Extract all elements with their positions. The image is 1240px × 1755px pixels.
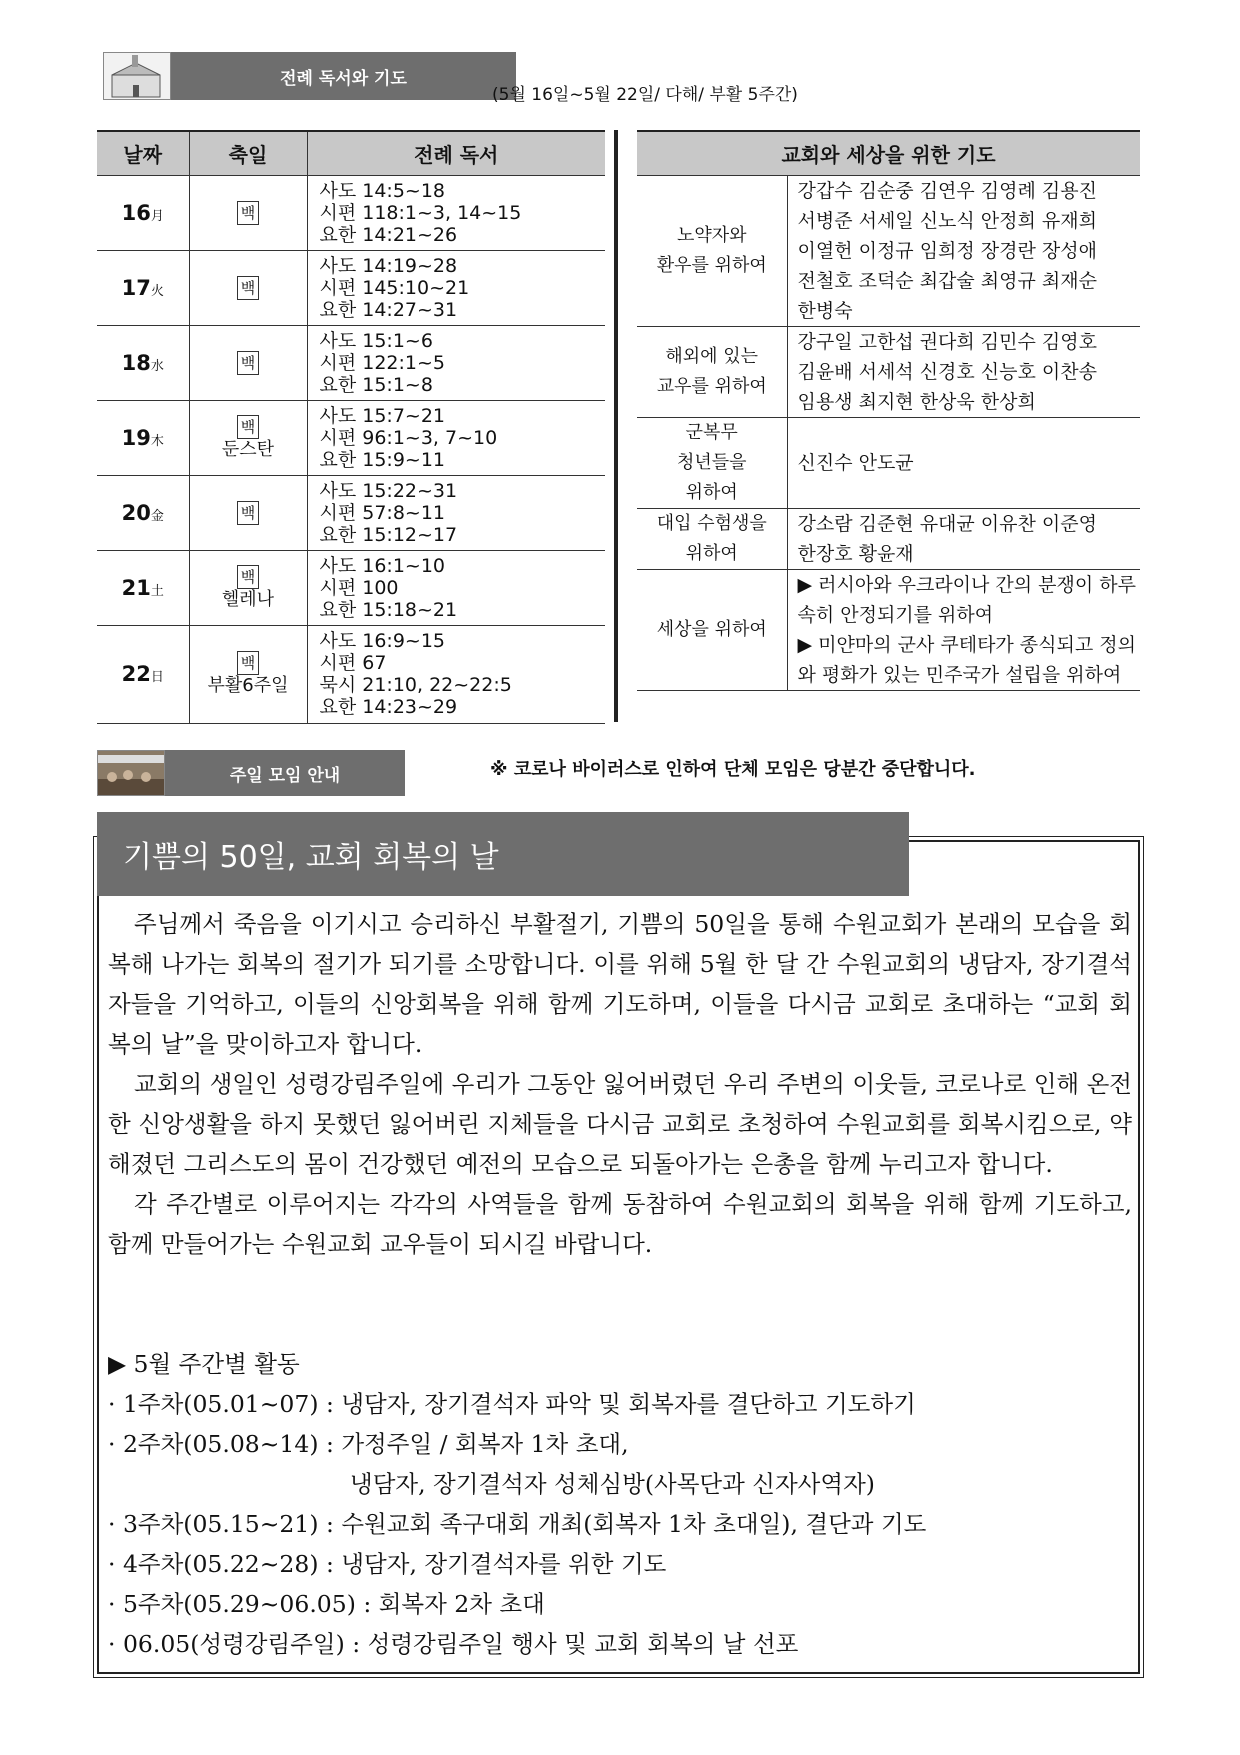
- reading-line: 사도 15:7~21: [319, 404, 446, 427]
- activity-item: 냉담자, 장기결석자 성체심방(사목단과 신자사역자): [350, 1470, 875, 1498]
- section-header-liturgy: [103, 52, 516, 100]
- activity-item: · 06.05(성령강림주일) : 성령강림주일 행사 및 교회 회복의 날 선포: [108, 1630, 799, 1658]
- prayer-row: [637, 326, 1140, 417]
- section-title: 주일 모임 안내: [165, 750, 405, 796]
- reading-line: 요한 14:21~26: [319, 223, 458, 246]
- day-number: 19: [121, 425, 151, 450]
- prayer-label-line: 환우를 위하여: [656, 254, 767, 276]
- readings-cell: [307, 250, 605, 325]
- reading-line: 요한 15:9~11: [319, 448, 446, 471]
- liturgical-color-badge: 백: [237, 201, 259, 225]
- article-title: 기쁨의 50일, 교회 회복의 날: [97, 812, 909, 896]
- prayer-names-line: 한병숙: [797, 299, 853, 322]
- prayer-label-line: 위하여: [685, 542, 738, 564]
- activities-title: ▶ 5월 주간별 활동: [108, 1350, 300, 1378]
- prayer-names-line: 강소람 김준현 유대균 이유찬 이준영: [797, 512, 1097, 535]
- feast-cell: [189, 475, 307, 550]
- section-header-meeting: [97, 750, 405, 796]
- reading-line: 사도 14:19~28: [319, 254, 458, 277]
- activity-item: · 2주차(05.08~14) : 가정주일 / 회복자 1차 초대,: [108, 1430, 629, 1458]
- liturgy-row: [97, 325, 605, 400]
- liturgy-row: [97, 475, 605, 550]
- reading-line: 사도 15:1~6: [319, 329, 433, 352]
- prayer-names-line: 강구일 고한섭 권다희 김민수 김영호: [797, 330, 1097, 353]
- reading-line: 사도 15:22~31: [319, 479, 458, 502]
- prayer-names: [787, 175, 1140, 326]
- activity-item: · 4주차(05.22~28) : 냉담자, 장기결석자를 위한 기도: [108, 1550, 667, 1578]
- prayer-names-line: 신진수 안도균: [797, 451, 914, 474]
- activity-item: · 5주차(05.29~06.05) : 회복자 2차 초대: [108, 1590, 545, 1618]
- prayer-label-line: 대입 수험생을: [656, 512, 767, 534]
- liturgical-color-badge: 백: [237, 351, 259, 375]
- prayer-label: [637, 417, 787, 508]
- feast-cell: [189, 550, 307, 625]
- date-cell: [97, 325, 189, 400]
- feast-name: 헬레나: [221, 588, 275, 610]
- feast-cell: [189, 400, 307, 475]
- weekday: 金: [150, 508, 164, 524]
- prayer-table: [637, 130, 1140, 691]
- prayer-names-line: 임용생 최지현 한상욱 한상희: [797, 390, 1036, 413]
- reading-line: 시편 100: [319, 576, 399, 599]
- day-number: 21: [121, 575, 151, 600]
- reading-line: 요한 15:18~21: [319, 598, 458, 621]
- prayer-names-line: ▶ 러시아와 우크라이나 간의 분쟁이 하루: [797, 573, 1136, 596]
- date-range: (5월 16일~5월 22일/ 다해/ 부활 5주간): [492, 85, 798, 105]
- weekday: 火: [150, 283, 164, 299]
- prayer-label-line: 해외에 있는: [665, 345, 759, 367]
- date-cell: [97, 550, 189, 625]
- prayer-label-line: 세상을 위하여: [656, 618, 767, 640]
- reading-line: 시편 122:1~5: [319, 351, 446, 374]
- feast-cell: [189, 250, 307, 325]
- reading-line: 사도 14:5~18: [319, 179, 446, 202]
- readings-cell: [307, 325, 605, 400]
- feast-cell: [189, 325, 307, 400]
- prayer-label-line: 노약자와: [676, 224, 747, 246]
- feast-name: 부활6주일: [207, 675, 289, 696]
- article-paragraph: 각 주간별로 이루어지는 각각의 사역들을 함께 동참하여 수원교회의 회복을 위해 함께 기도하고, 함께 만들어가는 수원교회 교우들이 되시길 바랍니다.: [108, 1190, 1132, 1258]
- reading-line: 사도 16:1~10: [319, 554, 446, 577]
- prayer-row: [637, 508, 1140, 569]
- date-cell: [97, 475, 189, 550]
- prayer-names-line: 한장호 황윤재: [797, 542, 914, 565]
- article-paragraph: 교회의 생일인 성령강림주일에 우리가 그동안 잃어버렸던 우리 주변의 이웃들, 코로나로 인해 온전한 신앙생활을 하지 못했던 잃어버린 지체들을 다시금 교회로 초청하여 수원교회를 회복시킴으로, 약해졌던 그리스도의 몸이 건강했던 예전의 모습으로 되돌아가는 은총을 함께 누리고자 합니다.: [108, 1070, 1132, 1178]
- liturgy-row: [97, 550, 605, 625]
- reading-line: 시편 67: [319, 652, 387, 674]
- prayer-names: [787, 417, 1140, 508]
- reading-line: 요한 15:1~8: [319, 373, 433, 396]
- activity-item: · 3주차(05.15~21) : 수원교회 족구대회 개최(회복자 1차 초대일), 결단과 기도: [108, 1510, 927, 1538]
- feast-cell: [189, 625, 307, 723]
- liturgical-color-badge: 백: [237, 276, 259, 300]
- section-title: 전례 독서와 기도: [171, 52, 516, 100]
- liturgy-row: [97, 175, 605, 250]
- weekday: 月: [150, 208, 164, 224]
- liturgical-color-badge: 백: [237, 501, 259, 525]
- prayer-row: [637, 417, 1140, 508]
- date-cell: [97, 400, 189, 475]
- readings-cell: [307, 625, 605, 723]
- date-cell: [97, 175, 189, 250]
- header-feast: 축일: [189, 131, 307, 175]
- prayer-label: [637, 508, 787, 569]
- readings-cell: [307, 400, 605, 475]
- prayer-names-line: 와 평화가 있는 민주국가 설립을 위하여: [797, 663, 1122, 686]
- feast-name: 둔스탄: [221, 438, 275, 460]
- reading-line: 시편 118:1~3, 14~15: [319, 201, 522, 224]
- reading-line: 시편 57:8~11: [319, 501, 446, 524]
- liturgy-row: [97, 400, 605, 475]
- prayer-label-line: 교우를 위하여: [656, 375, 767, 397]
- reading-line: 요한 14:23~29: [319, 696, 458, 718]
- day-number: 18: [121, 350, 151, 375]
- church-thumbnail: [103, 52, 171, 100]
- article-body: [108, 904, 1132, 1264]
- reading-line: 요한 15:12~17: [319, 523, 458, 546]
- prayer-label: [637, 569, 787, 690]
- prayer-label-line: 군복무: [685, 421, 738, 443]
- prayer-label: [637, 175, 787, 326]
- covid-notice: ※ 코로나 바이러스로 인하여 단체 모임은 당분간 중단합니다.: [490, 759, 976, 780]
- day-number: 16: [121, 200, 151, 225]
- activities-list: [108, 1344, 1132, 1664]
- prayer-names-line: 강갑수 김순중 김연우 김영례 김용진: [797, 179, 1097, 202]
- prayer-label: [637, 326, 787, 417]
- header-date: 날짜: [97, 131, 189, 175]
- prayer-label-line: 위하여: [685, 481, 738, 503]
- prayer-row: [637, 569, 1140, 690]
- prayer-names-line: ▶ 미얀마의 군사 쿠테타가 종식되고 정의: [797, 633, 1136, 656]
- weekday: 水: [150, 358, 164, 374]
- prayer-names-line: 서병준 서세일 신노식 안정희 유재희: [797, 209, 1097, 232]
- readings-cell: [307, 175, 605, 250]
- header-readings: 전례 독서: [307, 131, 605, 175]
- day-number: 20: [121, 500, 151, 525]
- feast-cell: [189, 175, 307, 250]
- liturgy-row: [97, 625, 605, 723]
- prayer-names: [787, 569, 1140, 690]
- meeting-photo-thumbnail: [97, 750, 165, 796]
- readings-cell: [307, 550, 605, 625]
- prayer-names-line: 속히 안정되기를 위하여: [797, 603, 994, 626]
- reading-line: 시편 96:1~3, 7~10: [319, 426, 498, 449]
- liturgical-color-badge: 백: [237, 651, 259, 675]
- reading-line: 요한 14:27~31: [319, 298, 458, 321]
- prayer-label-line: 청년들을: [676, 451, 747, 473]
- liturgical-color-badge: 백: [237, 565, 259, 589]
- prayer-names-line: 김윤배 서세석 신경호 신능호 이찬송: [797, 360, 1097, 383]
- liturgy-table: [97, 130, 605, 724]
- prayer-names: [787, 508, 1140, 569]
- prayer-names-line: 이열헌 이정규 임희정 장경란 장성애: [797, 239, 1097, 262]
- date-cell: [97, 625, 189, 723]
- day-number: 22: [121, 662, 151, 686]
- liturgy-row: [97, 250, 605, 325]
- weekday: 木: [150, 433, 164, 449]
- readings-cell: [307, 475, 605, 550]
- reading-line: 사도 16:9~15: [319, 630, 446, 652]
- article-paragraph: 주님께서 죽음을 이기시고 승리하신 부활절기, 기쁨의 50일을 통해 수원교회가 본래의 모습을 회복해 나가는 회복의 절기가 되기를 소망합니다. 이를 위해 5월 한 달 간 수원교회의 냉담자, 장기결석자들을 기억하고, 이들의 신앙회복을 위해 함께 기도하며, 이들을 다시금 교회로 초대하는 “교회 회복의 날”을 맞이하고자 합니다.: [108, 910, 1132, 1058]
- prayer-names: [787, 326, 1140, 417]
- liturgical-color-badge: 백: [237, 415, 259, 439]
- prayer-header: 교회와 세상을 위한 기도: [637, 131, 1140, 175]
- weekday: 日: [150, 670, 164, 685]
- day-number: 17: [121, 275, 151, 300]
- activity-item: · 1주차(05.01~07) : 냉담자, 장기결석자 파악 및 회복자를 결단하고 기도하기: [108, 1390, 916, 1418]
- reading-line: 시편 145:10~21: [319, 276, 470, 299]
- prayer-row: [637, 175, 1140, 326]
- reading-line: 묵시 21:10, 22~22:5: [319, 674, 512, 696]
- date-cell: [97, 250, 189, 325]
- column-divider: [614, 130, 618, 722]
- prayer-names-line: 전철호 조덕순 최갑술 최영규 최재순: [797, 269, 1097, 292]
- weekday: 土: [150, 583, 164, 599]
